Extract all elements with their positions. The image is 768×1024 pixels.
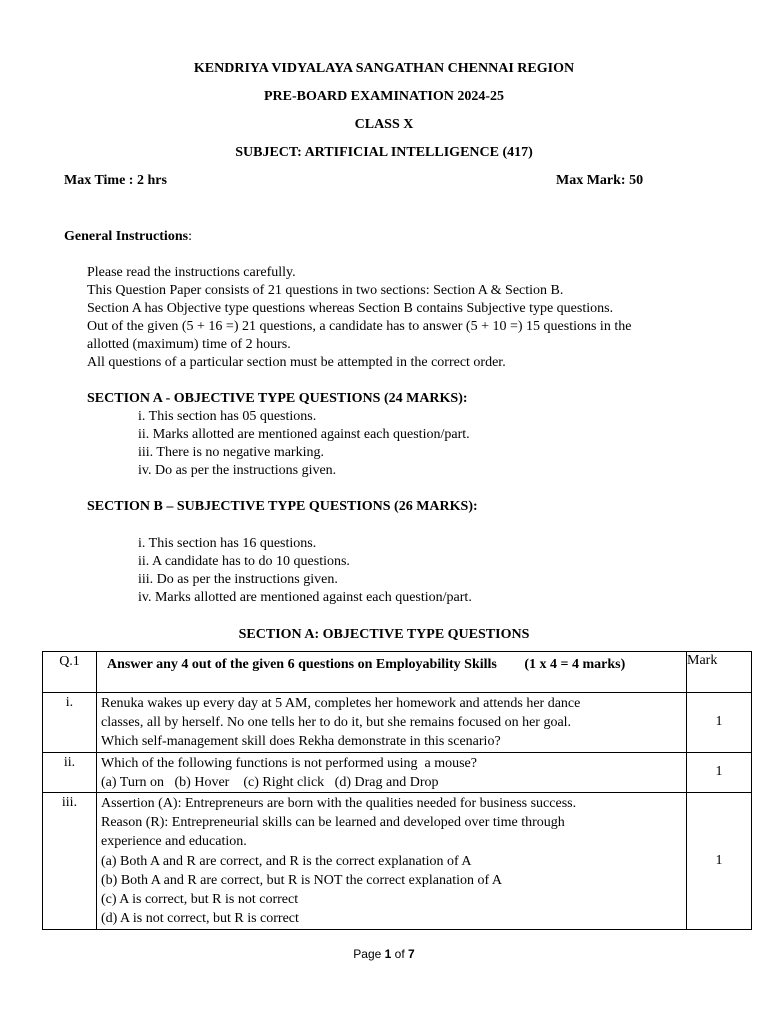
section-a-info-item: iii. There is no negative marking. [138, 445, 324, 460]
section-a-info-list [138, 408, 470, 480]
total-page-number: 7 [408, 947, 415, 961]
current-page-number: 1 [384, 947, 392, 961]
sub-question-text-cell [97, 693, 687, 753]
section-a-info-item: ii. Marks allotted are mentioned against each question/part. [138, 427, 470, 442]
school-title: KENDRIYA VIDYALAYA SANGATHAN CHENNAI REGION [193, 61, 575, 76]
page-word: Page [353, 947, 382, 961]
section-b-info-item: iv. Marks allotted are mentioned against each question/part. [138, 590, 472, 605]
instruction-line: All questions of a particular section must be attempted in the correct order. [87, 355, 506, 370]
sub-question-number: ii. [63, 754, 76, 770]
question-line: Renuka wakes up every day at 5 AM, completes her homework and attends her dance [101, 696, 581, 711]
question-line: classes, all by herself. No one tells her to do it, but she remains focused on her goal. [101, 715, 572, 731]
question-line: Which self-management skill does Rekha demonstrate in this scenario? [101, 734, 501, 750]
instruction-line: allotted (maximum) time of 2 hours. [87, 337, 291, 352]
mark-cell [687, 793, 752, 930]
general-instructions-colon: : [188, 229, 192, 244]
sub-question-number: iii. [61, 795, 78, 811]
mark-value: 1 [715, 764, 723, 780]
section-a-heading: SECTION A: OBJECTIVE TYPE QUESTIONS [238, 627, 530, 642]
max-mark: Max Mark: 50 [556, 173, 644, 188]
question-table [42, 651, 752, 930]
table-row [43, 793, 752, 930]
general-instructions-title: General Instructions [64, 229, 189, 244]
sub-question-number-cell [43, 752, 97, 792]
question-line: experience and education. [101, 834, 247, 850]
instruction-line: Out of the given (5 + 16 =) 21 questions, a candidate has to answer (5 + 10 =) 15 questions in the [87, 319, 632, 334]
question-number-cell [43, 652, 97, 693]
table-row [43, 693, 752, 753]
max-time: Max Time : 2 hrs [64, 173, 167, 188]
mark-header-cell [687, 652, 752, 693]
mark-value: 1 [715, 714, 723, 730]
sub-question-number-cell [43, 793, 97, 930]
sub-question-number-cell [43, 693, 97, 753]
sub-question-number: i. [65, 695, 74, 710]
mark-cell [687, 693, 752, 753]
sub-question-text-cell [97, 793, 687, 930]
instruction-line: Please read the instructions carefully. [87, 265, 296, 280]
question-title: Answer any 4 out of the given 6 questions on Employability Skills [107, 657, 497, 672]
question-line: (a) Turn on (b) Hover (c) Right click (d) Drag and Drop [101, 774, 439, 790]
question-title-cell [97, 652, 687, 693]
question-marks-note: (1 x 4 = 4 marks) [524, 657, 626, 672]
page-indicator [0, 947, 768, 961]
section-a-info-item: i. This section has 05 questions. [138, 409, 317, 424]
question-line: (b) Both A and R are correct, but R is NOT the correct explanation of A [101, 872, 502, 888]
section-a-info-item: iv. Do as per the instructions given. [138, 463, 337, 478]
question-line: (a) Both A and R are correct, and R is the correct explanation of A [101, 853, 472, 869]
instruction-line: Section A has Objective type questions whereas Section B contains Subjective type questions. [87, 301, 614, 316]
mark-header: Mark [687, 653, 718, 668]
section-b-info-title: SECTION B – SUBJECTIVE TYPE QUESTIONS (26 MARKS): [87, 499, 478, 514]
table-row [43, 752, 752, 792]
class-title: CLASS X [354, 117, 414, 132]
question-line: (d) A is not correct, but R is correct [101, 911, 299, 927]
sub-question-text-cell [97, 752, 687, 792]
subject-title: SUBJECT: ARTIFICIAL INTELLIGENCE (417) [235, 145, 533, 160]
instructions-list [87, 264, 631, 372]
section-b-info-item: iii. Do as per the instructions given. [138, 572, 338, 587]
general-instructions-heading [64, 228, 192, 246]
table-header-row [43, 652, 752, 693]
mark-cell [687, 752, 752, 792]
section-b-info-item: i. This section has 16 questions. [138, 536, 317, 551]
mark-value: 1 [715, 853, 723, 869]
question-line: Which of the following functions is not performed using a mouse? [101, 755, 477, 771]
question-number: Q.1 [59, 654, 80, 669]
question-line: Assertion (A): Entrepreneurs are born with the qualities needed for business success. [101, 796, 577, 812]
section-a-info-title: SECTION A - OBJECTIVE TYPE QUESTIONS (24 MARKS): [87, 391, 468, 406]
instruction-line: This Question Paper consists of 21 questions in two sections: Section A & Section B. [87, 283, 564, 298]
section-b-info-list [138, 535, 472, 607]
of-word: of [394, 947, 405, 961]
exam-title: PRE-BOARD EXAMINATION 2024-25 [263, 89, 505, 104]
question-line: Reason (R): Entrepreneurial skills can be learned and developed over time through [101, 815, 565, 831]
section-b-info-item: ii. A candidate has to do 10 questions. [138, 554, 350, 569]
question-line: (c) A is correct, but R is not correct [101, 892, 299, 908]
